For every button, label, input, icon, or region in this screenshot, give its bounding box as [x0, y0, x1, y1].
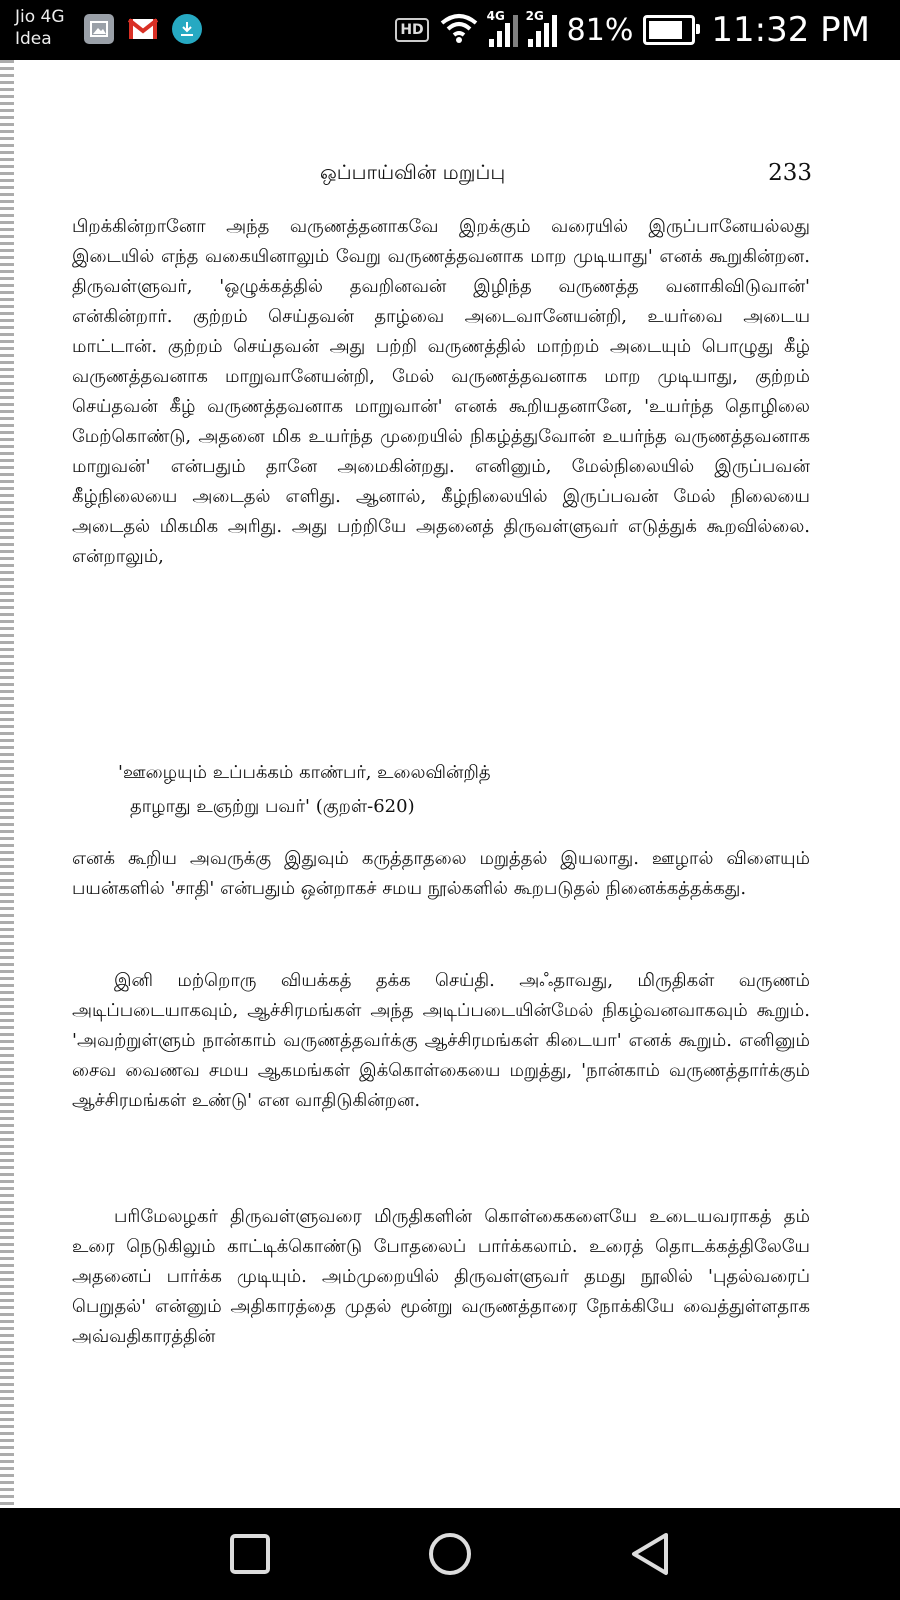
battery-level-fill [649, 21, 681, 39]
page-number: 233 [768, 160, 812, 186]
notification-icons [84, 14, 202, 44]
status-indicators [395, 10, 870, 50]
wifi-icon [439, 13, 479, 47]
gallery-icon [84, 14, 114, 44]
running-title: ஒப்பாய்வின் மறுப்பு [320, 160, 506, 184]
carrier-line-1: Jio 4G [15, 7, 65, 27]
network-type-sim2: 2G [525, 9, 544, 23]
document-page[interactable] [0, 60, 900, 1508]
clock: 11:32 PM [711, 10, 870, 50]
signal-icon-sim2 [525, 9, 557, 47]
paragraph-1: பிறக்கின்றானோ அந்த வருணத்தனாகவே இறக்கும் வரையில் இருப்பானேயல்லது இடையில் எந்த வகையினாலும் வேறு வருணத்தவனாக மாற முடியாது' எனக் கூறுகின்றன. திருவள்ளுவர், 'ஒழுக்கத்தில் தவறினவன் இழிந்த வருணத்த வனாகிவிடுவான்' என்கின்றார். குற்றம் செய்தவன் தாழ்வை அடைவானேயன்றி, உயர்வை அடைய மாட்டான். குற்றம் செய்தவன் அது பற்றி வருணத்தில் மாற்றம் அடையும் பொழுது கீழ் வருணத்தவனாக மாறுவானேயன்றி, மேல் வருணத்தவனாக மாற முடியாது, குற்றம் செய்தவன் கீழ் வருணத்தவனாக மாறுவான்' எனக் கூறியதனானே, 'உயர்ந்த தொழிலை மேற்கொண்டு, அதனை மிக உயர்ந்த முறையில் நிகழ்த்துவோன் உயர்ந்த வருணத்தவனாக மாறுவன்' என்பதும் தானே அமைகின்றது. எனினும், மேல்நிலையில் இருப்பவன் கீழ்நிலையை அடைதல் எளிது. ஆனால், கீழ்நிலையில் இருப்பவன் மேல் நிலையை அடைதல் மிகமிக அரிது. அது பற்றியே அதனைத் திருவள்ளுவர் எடுத்துக் கூறவில்லை. என்றாலும், [72, 216, 810, 567]
status-bar [0, 0, 900, 60]
battery-percent: 81% [566, 12, 634, 48]
circle-icon [428, 1532, 472, 1576]
back-button[interactable] [628, 1532, 672, 1576]
home-button[interactable] [428, 1532, 472, 1576]
carrier-label [15, 6, 65, 50]
kural-quote [118, 756, 718, 824]
gmail-icon [128, 14, 158, 44]
recent-apps-button[interactable] [228, 1532, 272, 1576]
download-icon [172, 14, 202, 44]
network-type-sim1: 4G [486, 9, 505, 23]
signal-icon-sim1 [486, 9, 518, 47]
quote-line-1: 'ஊழையும் உப்பக்கம் காண்பர், உலைவின்றித் [118, 762, 491, 783]
battery-icon [643, 15, 695, 45]
hd-voice-badge: HD [395, 18, 428, 42]
page-header [0, 160, 900, 190]
back-triangle-icon [630, 1532, 670, 1576]
paragraph-2: எனக் கூறிய அவருக்கு இதுவும் கருத்தாதலை மறுத்தல் இயலாது. ஊழால் விளையும் பயன்களில் 'சாதி' என்பதும் ஒன்றாகச் சமய நூல்களில் கூறபடுதல் நினைக்கத்தக்கது. [72, 848, 810, 899]
navigation-bar [0, 1508, 900, 1600]
paragraph-4: பரிமேலழகர் திருவள்ளுவரை மிருதிகளின் கொள்கைகளையே உடையவராகத் தம் உரை நெடுகிலும் காட்டிக்கொண்டு போதலைப் பார்க்கலாம். உரைத் தொடக்கத்திலேயே அதனைப் பார்க்க முடியும். அம்முறையில் திருவள்ளுவர் தமது நூலில் 'புதல்வரைப் பெறுதல்' என்னும் அதிகாரத்தை முதல் மூன்று வருணத்தாரை நோக்கியே வைத்துள்ளதாக அவ்வதிகாரத்தின் [72, 1206, 810, 1347]
square-icon [230, 1534, 270, 1574]
scanned-page-edge [0, 60, 14, 1508]
carrier-line-2: Idea [15, 29, 52, 49]
paragraph-3: இனி மற்றொரு வியக்கத் தக்க செய்தி. அஃதாவது, மிருதிகள் வருணம் அடிப்படையாகவும், ஆச்சிரமங்கள் அந்த அடிப்படையின்மேல் நிகழ்வனவாகவும் கூறும். 'அவற்றுள்ளும் நான்காம் வருணத்தவர்க்கு ஆச்சிரமங்கள் கிடையா' எனக் கூறும். எனினும் சைவ வைணவ சமய ஆகமங்கள் இக்கொள்கையை மறுத்து, 'நான்காம் வருணத்தார்க்கும் ஆச்சிரமங்கள் உண்டு' என வாதிடுகின்றன. [72, 970, 810, 1111]
quote-line-2: தாழாது உஞற்று பவர்' (குறள்-620) [130, 796, 415, 817]
